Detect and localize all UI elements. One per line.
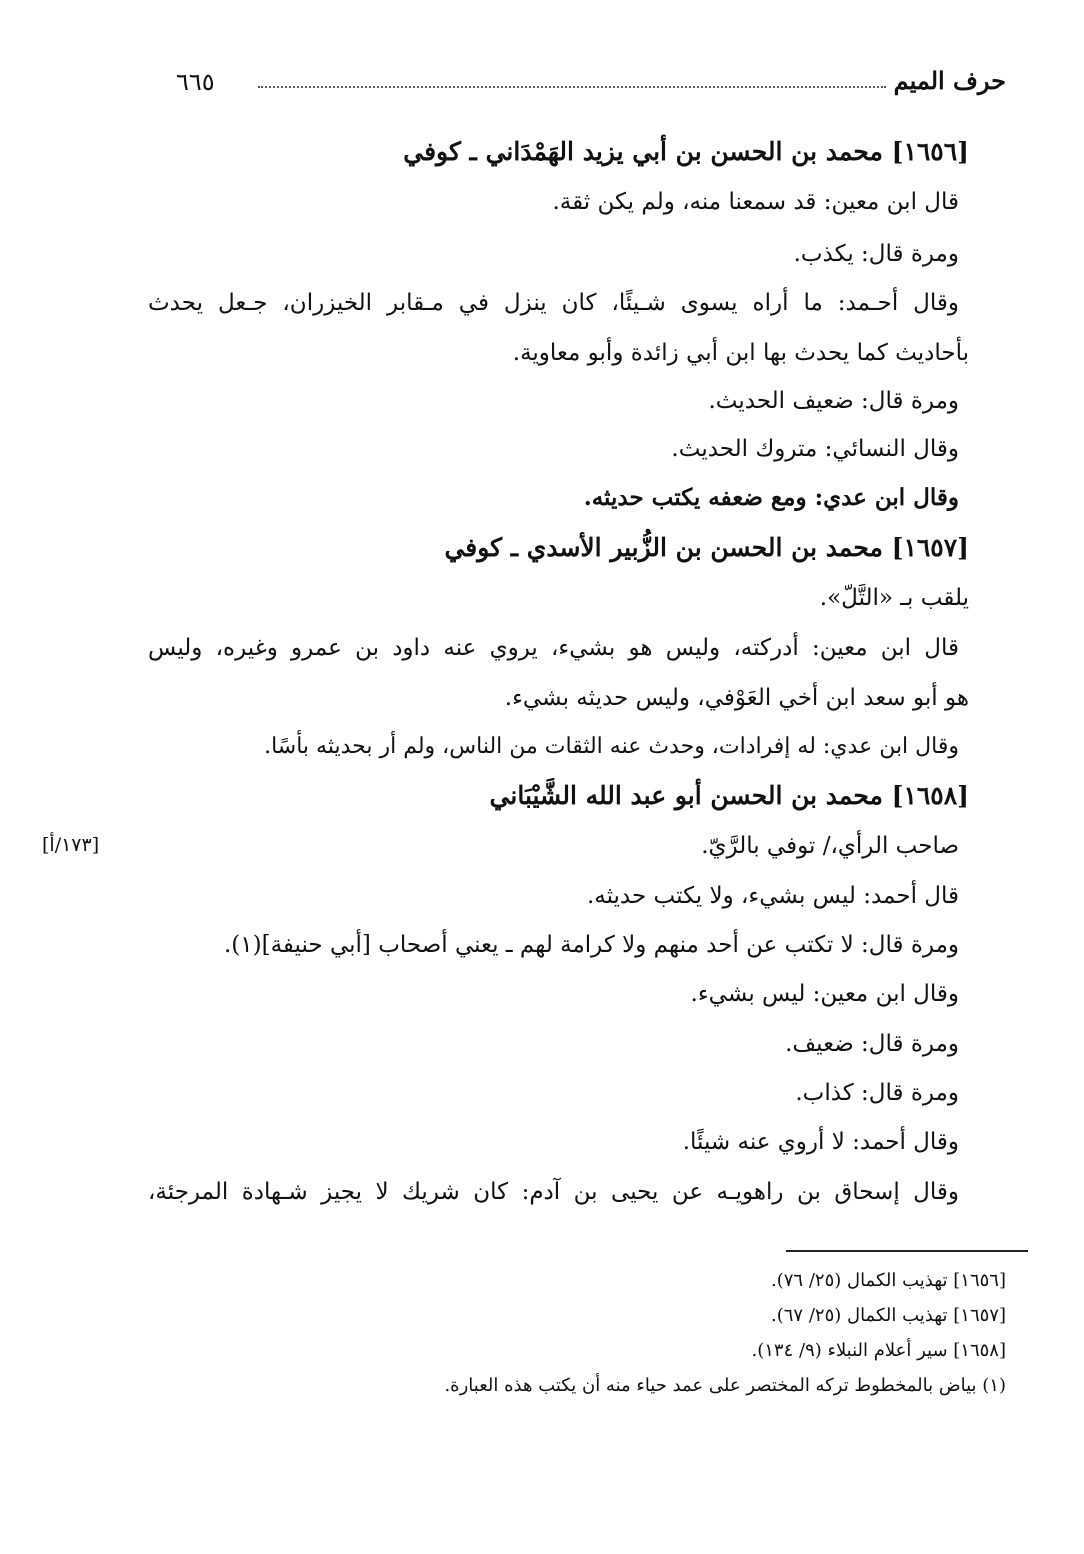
text-line: يلقب بـ «التَّلّ». [819,585,969,611]
footnote: [١٦٥٧] تهذيب الكمال (٢٥/ ٦٧). [771,1305,1006,1326]
text-line: وقال إسحاق بن راهويـه عن يحيى بن آدم: كان شريك لا يجيز شـهادة المرجئة، [148,1179,959,1205]
entry-title: [١٦٥٦] محمد بن الحسن بن أبي يزيد الهَمْدَاني ـ كوفي [403,137,969,166]
text-line: وقال أحمد: لا أروي عنه شيئًا. [682,1129,959,1155]
footnote: [١٦٥٨] سير أعلام النبلاء (٩/ ١٣٤). [751,1340,1006,1361]
entry-title: [١٦٥٧] محمد بن الحسن بن الزُّبير الأسدي ـ كوفي [444,533,969,562]
text-line: قال ابن معين: أدركته، وليس هو بشيء، يروي عنه داود بن عمرو وغيره، وليس [148,635,959,661]
running-header-section: حرف الميم [893,66,1006,95]
header-dotted-rule [258,86,886,88]
text-line: بأحاديث كما يحدث بها ابن أبي زائدة وأبو معاوية. [512,340,969,366]
page-number: ٦٦٥ [176,68,215,96]
footnote-separator [786,1250,1028,1252]
text-line: وقال ابن عدي: ومع ضعفه يكتب حديثه. [583,484,959,511]
text-line: وقال أحـمد: ما أراه يسوى شـيئًا، كان ينزل في مـقابر الخيزران، جـعل يحدث [148,290,959,316]
footnote: (١) بياض بالمخطوط تركه المختصر على عمد حياء منه أن يكتب هذه العبارة. [444,1375,1006,1396]
text-line: وقال النسائي: متروك الحديث. [671,436,959,462]
footnote: [١٦٥٦] تهذيب الكمال (٢٥/ ٧٦). [771,1270,1006,1291]
entry-title: [١٦٥٨] محمد بن الحسن أبو عبد الله الشَّيْبَاني [489,781,969,810]
manuscript-folio-ref: [١٧٣/أ] [42,834,100,856]
text-line: وقال ابن عدي: له إفرادات، وحدث عنه الثقات من الناس، ولم أر بحديثه بأسًا. [264,734,959,759]
text-line: وقال ابن معين: ليس بشيء. [690,981,959,1007]
text-line: ومرة قال: يكذب. [793,241,959,267]
text-line: قال أحمد: ليس بشيء، ولا يكتب حديثه. [586,883,959,909]
text-line: ومرة قال: ضعيف. [785,1031,959,1057]
text-line: هو أبو سعد ابن أخي العَوْفي، وليس حديثه بشيء. [504,685,969,711]
text-line: ومرة قال: كذاب. [795,1080,959,1106]
text-line: صاحب الرأي،/ توفي بالرَّيّ. [701,833,959,859]
text-line: ومرة قال: لا تكتب عن أحد منهم ولا كرامة لهم ـ يعني أصحاب [أبي حنيفة](١). [223,932,959,958]
text-line: قال ابن معين: قد سمعنا منه، ولم يكن ثقة. [552,189,959,215]
text-line: ومرة قال: ضعيف الحديث. [708,388,959,414]
